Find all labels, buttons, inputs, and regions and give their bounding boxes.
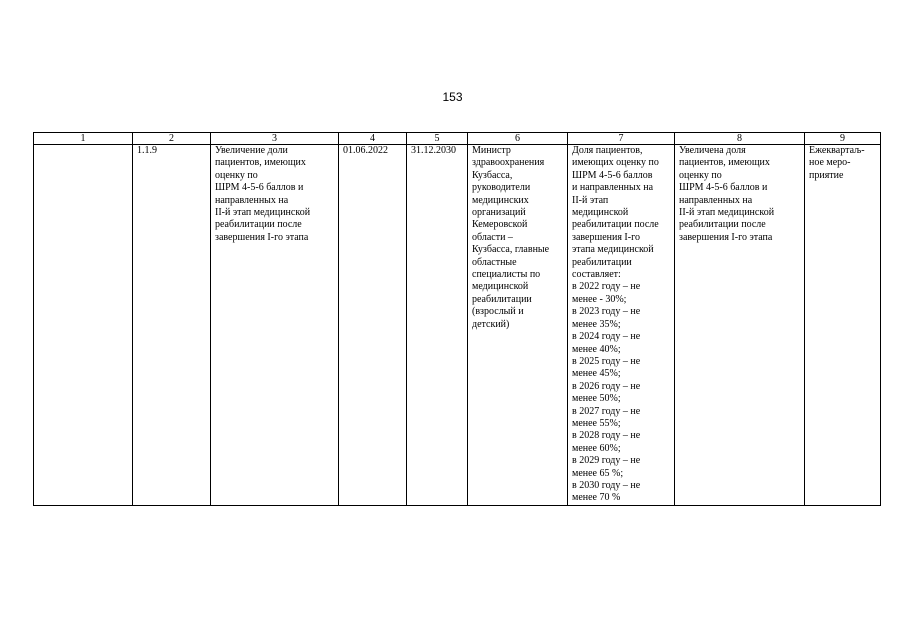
table-row (34, 145, 881, 506)
header-cell-3: 3 (211, 133, 339, 145)
header-cell-9: 9 (805, 133, 881, 145)
header-cell-4: 4 (339, 133, 407, 145)
cell-responsible: Министр здравоохранения Кузбасса, руководители медицинских организаций Кемеровской области – Кузбасса, главные областные специалисты по медицинской реабилитации (взрослый и детский) (468, 145, 568, 506)
cell-periodicity: Ежеквартаљ- ное меро- приятие (805, 145, 881, 506)
cell-item-number: 1.1.9 (133, 145, 211, 506)
header-cell-7: 7 (568, 133, 675, 145)
header-cell-1: 1 (34, 133, 133, 145)
cell-start-date: 01.06.2022 (339, 145, 407, 506)
cell-empty (34, 145, 133, 506)
activity-table (33, 132, 881, 506)
cell-indicator: Доля пациентов, имеющих оценку по ШРМ 4-5-6 баллов и направленных на II-й этап медицинской реабилитации после завершения I-го этапа медицинской реабилитации составляет: в 2022 году – не менее - 30%; в 2023 году – не менее 35%; в 2024 году – не менее 40%; в 2025 году – не менее 45%; в 2026 году – не менее 50%; в 2027 году – не менее 55%; в 2028 году – не менее 60%; в 2029 году – не менее 65 %; в 2030 году – не менее 70 % (568, 145, 675, 506)
page-number: 153 (442, 90, 463, 104)
header-cell-2: 2 (133, 133, 211, 145)
header-cell-6: 6 (468, 133, 568, 145)
header-row (34, 133, 881, 145)
header-cell-8: 8 (675, 133, 805, 145)
cell-result: Увеличена доля пациентов, имеющих оценку по ШРМ 4-5-6 баллов и направленных на II-й этап медицинской реабилитации после завершения I-го этапа (675, 145, 805, 506)
cell-activity-name: Увеличение доли пациентов, имеющих оценку по ШРМ 4-5-6 баллов и направленных на II-й этап медицинской реабилитации после завершения I-го этапа (211, 145, 339, 506)
header-cell-5: 5 (407, 133, 468, 145)
cell-end-date: 31.12.2030 (407, 145, 468, 506)
